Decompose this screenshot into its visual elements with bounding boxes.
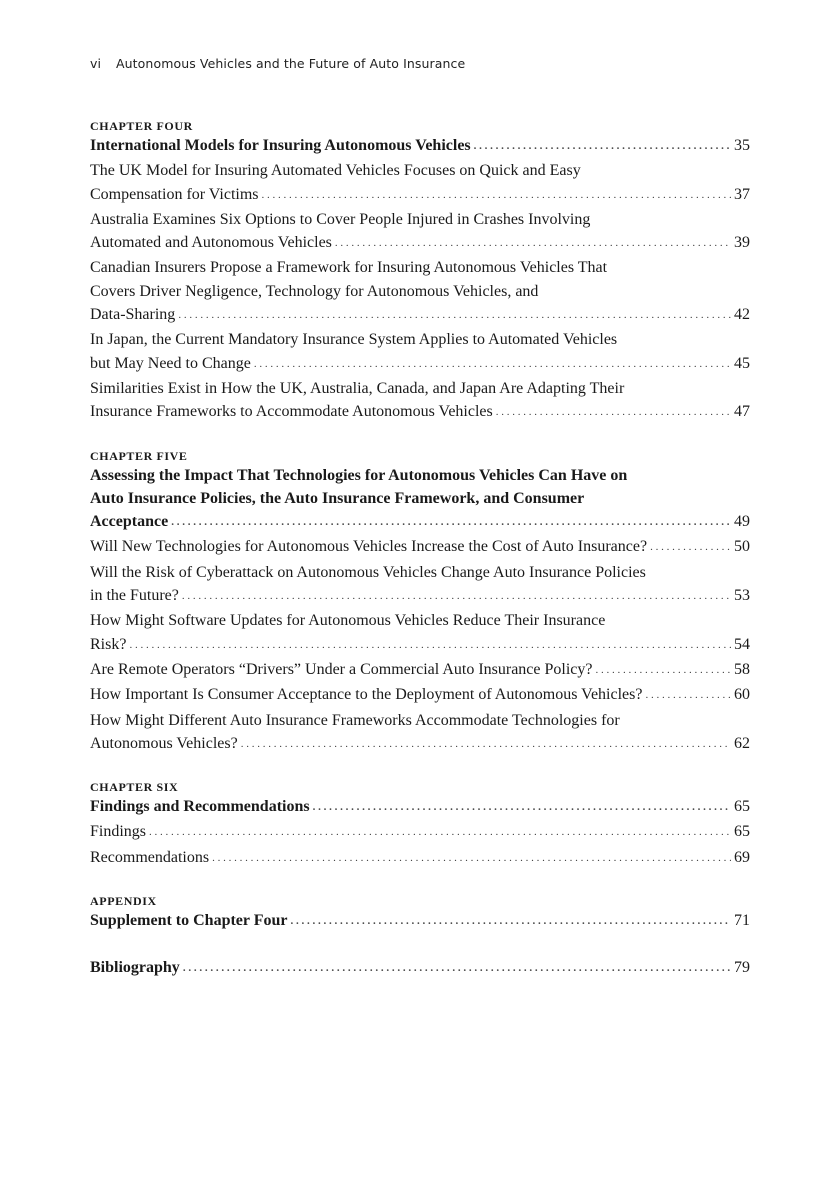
page-folio: vi — [90, 56, 102, 71]
toc-entry-last-line — [90, 633, 750, 658]
toc-entry-text: but May Need to Change — [90, 354, 251, 372]
dot-leader — [335, 232, 731, 255]
dot-leader — [129, 634, 731, 657]
toc-entry-line: Covers Driver Negligence, Technology for Autonomous Vehicles, and — [90, 282, 539, 300]
toc-entry[interactable] — [90, 709, 750, 758]
toc-entry-last-line — [90, 683, 750, 708]
page-number: 35 — [734, 137, 750, 154]
toc-entry-last-line — [90, 584, 750, 609]
toc-entry-line: Auto Insurance Policies, the Auto Insurance Framework, and Consumer — [90, 489, 585, 507]
dot-leader — [596, 659, 732, 682]
section-label: CHAPTER FOUR — [90, 119, 193, 133]
toc-entry-text: Automated and Autonomous Vehicles — [90, 234, 332, 252]
page-number: 47 — [734, 403, 750, 421]
toc-entry-line: How Might Software Updates for Autonomous Vehicles Reduce Their Insurance — [90, 612, 606, 630]
toc-section — [90, 779, 750, 871]
page-number: 45 — [734, 354, 750, 372]
dot-leader — [183, 957, 731, 980]
toc-entry-text: International Models for Insuring Autonomous Vehicles — [90, 137, 471, 154]
dot-leader — [291, 910, 732, 933]
toc-section — [90, 956, 750, 981]
dot-leader — [645, 684, 731, 707]
toc-entry-line: In Japan, the Current Mandatory Insurance System Applies to Automated Vehicles — [90, 331, 618, 349]
toc-entry-text: Compensation for Victims — [90, 185, 259, 203]
running-head-title: Autonomous Vehicles and the Future of Auto Insurance — [116, 56, 466, 71]
toc-entry-text: Findings and Recommendations — [90, 798, 310, 816]
toc-entry-last-line — [90, 510, 750, 535]
page-number: 49 — [734, 513, 750, 531]
page-number: 79 — [734, 959, 750, 977]
toc-entry-last-line — [90, 846, 750, 871]
running-head — [90, 56, 465, 71]
dot-leader — [496, 401, 731, 424]
toc-entry-last-line — [90, 134, 750, 159]
toc-entry[interactable] — [90, 328, 750, 377]
toc-entry-text: Acceptance — [90, 513, 169, 531]
table-of-contents — [90, 118, 750, 1004]
toc-entry[interactable] — [90, 609, 750, 658]
toc-entry[interactable] — [90, 846, 750, 871]
toc-entry-line: Canadian Insurers Propose a Framework for Insuring Autonomous Vehicles That — [90, 259, 608, 277]
dot-leader — [313, 796, 731, 819]
dot-leader — [149, 821, 731, 844]
toc-entry[interactable] — [90, 535, 750, 560]
page-number: 60 — [734, 686, 750, 704]
toc-entry-last-line — [90, 535, 750, 560]
toc-entry[interactable] — [90, 683, 750, 708]
toc-entry-text: Risk? — [90, 635, 127, 653]
toc-entry-line: Similarities Exist in How the UK, Australia, Canada, and Japan Are Adapting Their — [90, 379, 625, 397]
toc-entry-line: Assessing the Impact That Technologies for Autonomous Vehicles Can Have on — [90, 466, 628, 484]
toc-entry-text: in the Future? — [90, 587, 179, 605]
toc-entry-line: How Might Different Auto Insurance Frameworks Accommodate Technologies for — [90, 711, 620, 729]
dot-leader — [254, 353, 731, 376]
dot-leader — [474, 135, 731, 158]
toc-entry-line: The UK Model for Insuring Automated Vehicles Focuses on Quick and Easy — [90, 162, 581, 180]
toc-entry[interactable] — [90, 256, 750, 328]
toc-chapter-title[interactable] — [90, 134, 750, 159]
toc-entry[interactable] — [90, 159, 750, 208]
toc-entry-last-line — [90, 183, 750, 208]
dot-leader — [178, 304, 731, 327]
toc-entry-text: Insurance Frameworks to Accommodate Autonomous Vehicles — [90, 403, 493, 421]
section-label: CHAPTER SIX — [90, 780, 179, 795]
toc-entry-last-line — [90, 303, 750, 328]
toc-entry-last-line — [90, 352, 750, 377]
toc-entry[interactable] — [90, 561, 750, 610]
toc-section — [90, 893, 750, 934]
toc-chapter-title[interactable] — [90, 956, 750, 981]
toc-entry[interactable] — [90, 377, 750, 426]
toc-entry-text: Data-Sharing — [90, 306, 176, 324]
page-number: 65 — [734, 823, 750, 841]
section-label: APPENDIX — [90, 894, 157, 909]
toc-entry-line: Will the Risk of Cyberattack on Autonomous Vehicles Change Auto Insurance Policies — [90, 563, 646, 581]
toc-entry-last-line — [90, 732, 750, 757]
toc-entry-text: Will New Technologies for Autonomous Vehicles Increase the Cost of Auto Insurance? — [90, 538, 648, 556]
toc-entry-text: Autonomous Vehicles? — [90, 734, 238, 752]
toc-entry-text: Supplement to Chapter Four — [90, 912, 288, 930]
page-number: 53 — [734, 587, 750, 605]
dot-leader — [182, 585, 731, 608]
toc-entry-line: Australia Examines Six Options to Cover People Injured in Crashes Involving — [90, 210, 591, 228]
toc-entry-text: Recommendations — [90, 848, 210, 866]
toc-entry[interactable] — [90, 658, 750, 683]
toc-entry-last-line — [90, 795, 750, 820]
section-label: CHAPTER FIVE — [90, 448, 188, 463]
dot-leader — [241, 733, 731, 756]
dot-leader — [171, 511, 731, 534]
toc-entry-text: Are Remote Operators “Drivers” Under a Commercial Auto Insurance Policy? — [90, 660, 593, 678]
page-number: 62 — [734, 734, 750, 752]
page-number: 39 — [734, 234, 750, 252]
toc-entry-last-line — [90, 658, 750, 683]
page-number: 58 — [734, 660, 750, 678]
toc-chapter-title[interactable] — [90, 464, 750, 536]
toc-entry-last-line — [90, 400, 750, 425]
page-number: 42 — [734, 306, 750, 324]
page-number: 54 — [734, 635, 750, 653]
toc-section — [90, 118, 750, 426]
dot-leader — [262, 184, 731, 207]
toc-entry-text: Bibliography — [90, 959, 180, 977]
page-number: 71 — [734, 912, 750, 930]
toc-entry[interactable] — [90, 208, 750, 257]
toc-entry-last-line — [90, 820, 750, 845]
toc-entry-last-line — [90, 909, 750, 934]
dot-leader — [650, 536, 731, 559]
page-number: 65 — [734, 798, 750, 816]
toc-entry[interactable] — [90, 820, 750, 845]
toc-entry-text: How Important Is Consumer Acceptance to the Deployment of Autonomous Vehicles? — [90, 686, 643, 704]
dot-leader — [212, 847, 731, 870]
page-number: 50 — [734, 538, 750, 556]
toc-entry-last-line — [90, 956, 750, 981]
toc-entry-last-line — [90, 231, 750, 256]
toc-chapter-title[interactable] — [90, 909, 750, 934]
toc-section — [90, 448, 750, 758]
toc-entry-text: Findings — [90, 823, 147, 841]
page-number: 37 — [734, 185, 750, 203]
page-number: 69 — [734, 848, 750, 866]
toc-chapter-title[interactable] — [90, 795, 750, 820]
